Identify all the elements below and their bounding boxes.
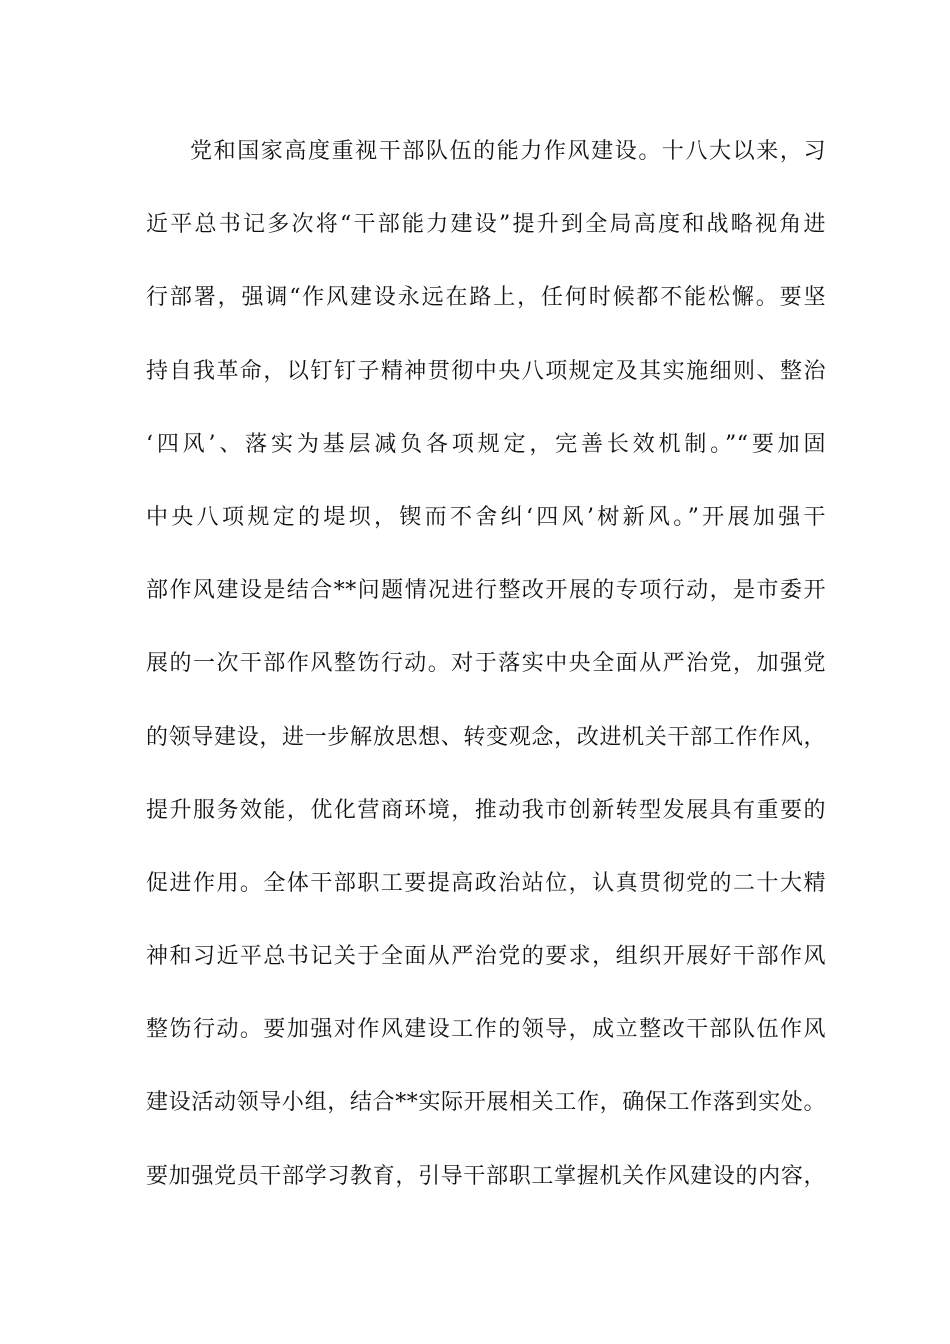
text-line: 持自我革命，以钉钉子精神贯彻中央八项规定及其实施细则、整治 <box>146 358 826 384</box>
text-line: 部作风建设是结合**问题情况进行整改开展的专项行动，是市委开 <box>146 578 826 604</box>
text-line: 建设活动领导小组，结合**实际开展相关工作，确保工作落到实处。 <box>146 1090 826 1116</box>
text-line: 展的一次干部作风整饬行动。对于落实中央全面从严治党，加强党 <box>146 651 826 677</box>
text-line: 中央八项规定的堤坝，锲而不舍纠‘四风’树新风。”开展加强干 <box>146 504 826 530</box>
text-line: 要加强党员干部学习教育，引导干部职工掌握机关作风建设的内容， <box>146 1163 826 1189</box>
text-line: 行部署，强调“作风建设永远在路上，任何时候都不能松懈。要坚 <box>146 285 826 311</box>
text-line: 党和国家高度重视干部队伍的能力作风建设。十八大以来，习 <box>190 139 826 164</box>
text-line: 神和习近平总书记关于全面从严治党的要求，组织开展好干部作风 <box>146 944 826 970</box>
text-line: ‘四风’、落实为基层减负各项规定，完善长效机制。”“要加固 <box>146 431 826 457</box>
text-line: 整饬行动。要加强对作风建设工作的领导，成立整改干部队伍作风 <box>146 1017 826 1043</box>
text-line: 的领导建设，进一步解放思想、转变观念，改进机关干部工作作风， <box>146 724 826 750</box>
text-line: 近平总书记多次将“干部能力建设”提升到全局高度和战略视角进 <box>146 212 826 238</box>
text-line: 促进作用。全体干部职工要提高政治站位，认真贯彻党的二十大精 <box>146 870 826 896</box>
text-line: 提升服务效能，优化营商环境，推动我市创新转型发展具有重要的 <box>146 797 826 823</box>
body-paragraph <box>146 130 826 1228</box>
